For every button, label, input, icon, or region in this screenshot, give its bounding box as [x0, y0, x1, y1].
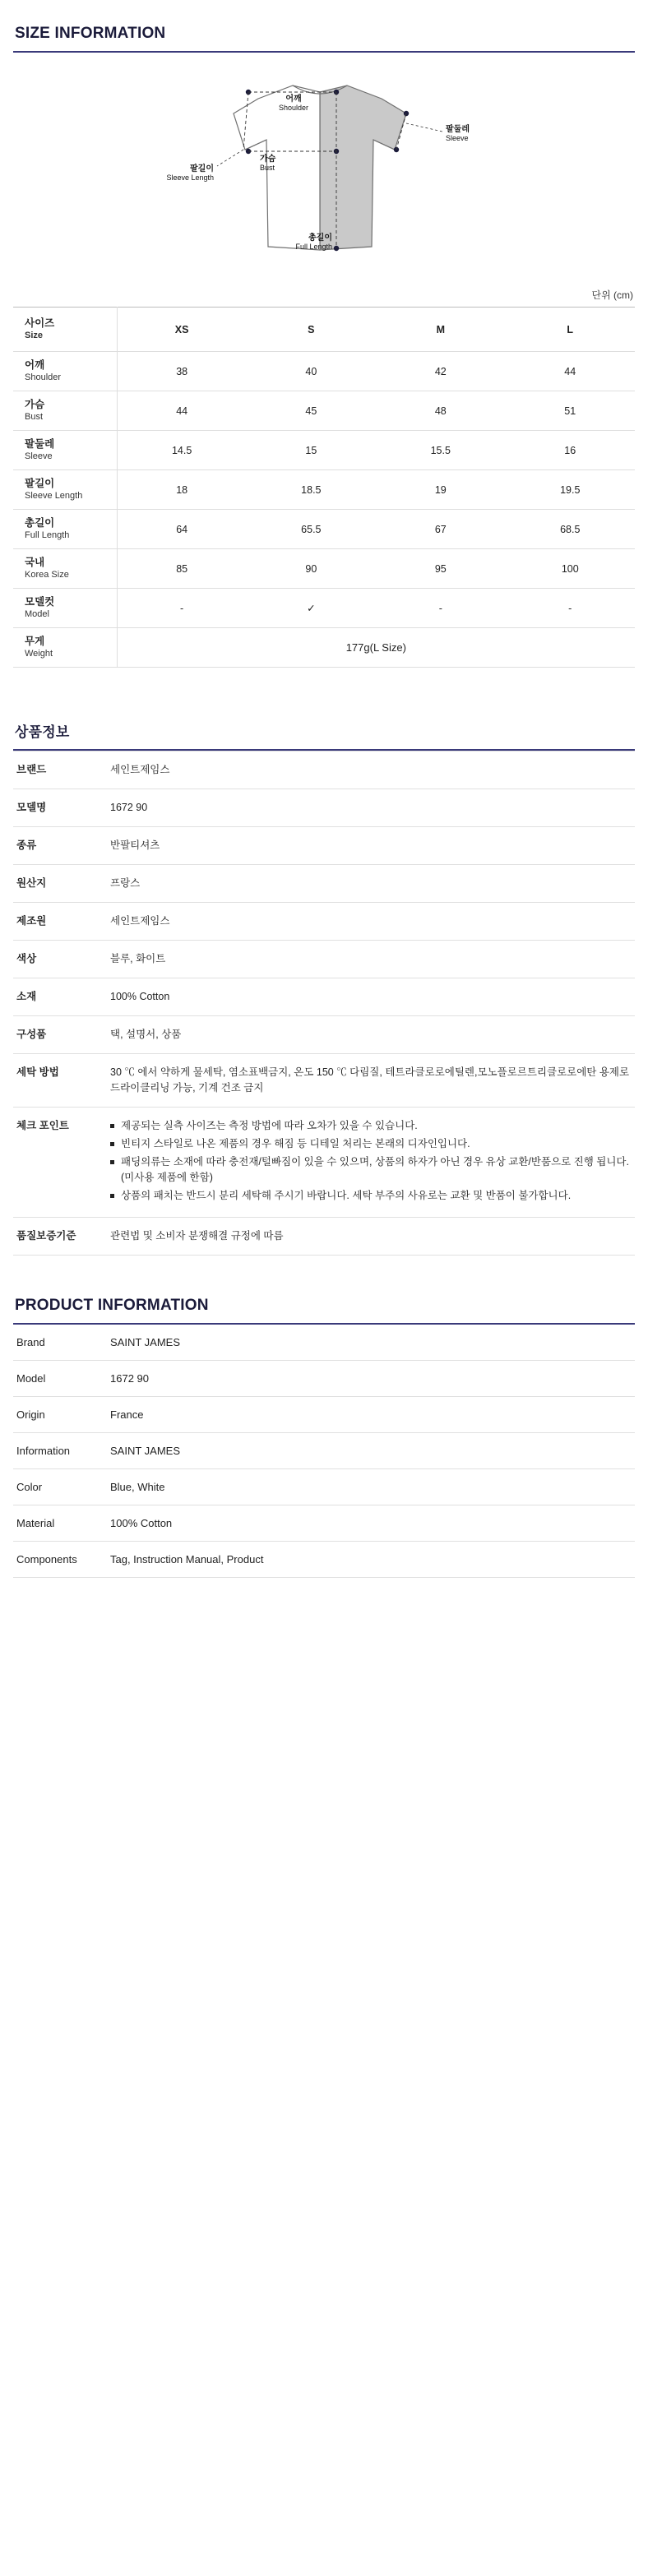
info-value: 세인트제임스 [105, 903, 635, 941]
list-item: 빈티지 스타일로 나온 제품의 경우 해짐 등 디테일 처리는 본래의 디자인입니다. [110, 1136, 630, 1152]
en-label-model: Model [13, 1361, 105, 1397]
table-row-weight [13, 628, 635, 668]
cell: 95 [376, 549, 505, 589]
table-row [13, 589, 635, 628]
product-info-kr-heading: 상품정보 [13, 696, 635, 751]
size-col-xs: XS [117, 308, 246, 352]
table-row [13, 941, 635, 978]
en-label-origin: Origin [13, 1397, 105, 1433]
en-label-components: Components [13, 1542, 105, 1578]
info-value-quality: 관련법 및 소비자 분쟁해결 규정에 따름 [105, 1218, 635, 1256]
shirt-right-half [320, 86, 406, 250]
label-shoulder-kr: 어깨 [285, 95, 302, 104]
info-value: 1672 90 [105, 789, 635, 827]
en-value-information: SAINT JAMES [105, 1433, 635, 1469]
row-label-bust: 가슴 Bust [13, 391, 117, 431]
info-label: 구성품 [13, 1016, 105, 1054]
info-value: 프랑스 [105, 865, 635, 903]
cell: - [117, 589, 246, 628]
table-row [13, 1325, 635, 1361]
cell: ✓ [247, 589, 376, 628]
table-row [13, 978, 635, 1016]
row-label-full-length: 총길이 Full Length [13, 510, 117, 549]
en-value-model: 1672 90 [105, 1361, 635, 1397]
size-header-en: Size [25, 331, 44, 340]
table-row [13, 789, 635, 827]
product-info-en-table [13, 1325, 635, 1578]
info-label: 모델명 [13, 789, 105, 827]
row-label-model: 모델컷 Model [13, 589, 117, 628]
en-value-material: 100% Cotton [105, 1505, 635, 1542]
cell: 68.5 [506, 510, 636, 549]
cell: 19 [376, 470, 505, 510]
cell: 15.5 [376, 431, 505, 470]
info-value-wash: 30 ℃ 에서 약하게 물세탁, 염소표백금지, 온도 150 ℃ 다림질, 테트라클로로에틸렌,모노플로르트리클로로에탄 용제로 드라이클리닝 가능, 기계 건조 금지 [105, 1054, 635, 1108]
cell: 40 [247, 352, 376, 391]
cell: 45 [247, 391, 376, 431]
cell: - [376, 589, 505, 628]
size-information-heading: SIZE INFORMATION [13, 0, 635, 53]
table-row [13, 1361, 635, 1397]
cell: 64 [117, 510, 246, 549]
size-col-m: M [376, 308, 505, 352]
en-value-color: Blue, White [105, 1469, 635, 1505]
product-info-kr-table [13, 751, 635, 1256]
info-label: 종류 [13, 827, 105, 865]
table-row [13, 1218, 635, 1256]
table-row [13, 1054, 635, 1108]
cell: 42 [376, 352, 505, 391]
table-row [13, 391, 635, 431]
cell: 65.5 [247, 510, 376, 549]
table-row [13, 1542, 635, 1578]
table-row [13, 865, 635, 903]
en-value-components: Tag, Instruction Manual, Product [105, 1542, 635, 1578]
table-row [13, 1397, 635, 1433]
product-information-heading: PRODUCT INFORMATION [13, 1272, 635, 1325]
label-bust-kr: 가슴 [260, 155, 276, 164]
label-shoulder-en: Shoulder [278, 104, 309, 112]
list-item: 상품의 패치는 반드시 분리 세탁해 주시기 바랍니다. 세탁 부주의 사유로는 교환 및 반품이 불가합니다. [110, 1188, 630, 1204]
en-label-color: Color [13, 1469, 105, 1505]
table-row [13, 352, 635, 391]
cell: 90 [247, 549, 376, 589]
label-sleeve-en: Sleeve [446, 134, 469, 142]
cell: 44 [506, 352, 636, 391]
size-col-l: L [506, 308, 636, 352]
cell-weight-value: 177g(L Size) [117, 628, 635, 668]
size-diagram [13, 53, 635, 284]
info-value: 반팔티셔츠 [105, 827, 635, 865]
label-bust-en: Bust [260, 164, 275, 172]
info-value: 블루, 화이트 [105, 941, 635, 978]
en-label-material: Material [13, 1505, 105, 1542]
table-row [13, 1433, 635, 1469]
table-row [13, 510, 635, 549]
info-label: 원산지 [13, 865, 105, 903]
label-sleeve-length-en: Sleeve Length [166, 173, 214, 182]
table-row [13, 1505, 635, 1542]
label-full-length-en: Full Length [295, 243, 332, 251]
table-row [13, 549, 635, 589]
unit-note: 단위 (cm) [591, 289, 633, 301]
table-row-check-point [13, 1108, 635, 1218]
size-table-header-label [13, 308, 117, 352]
cell: 15 [247, 431, 376, 470]
list-item: 제공되는 실측 사이즈는 측정 방법에 따라 오차가 있을 수 있습니다. [110, 1118, 630, 1134]
cell: 51 [506, 391, 636, 431]
size-table [13, 307, 635, 668]
info-label-wash: 세탁 방법 [13, 1054, 105, 1108]
table-row [13, 1016, 635, 1054]
row-label-sleeve-length: 팔길이 Sleeve Length [13, 470, 117, 510]
info-label: 브랜드 [13, 752, 105, 789]
table-row [13, 1469, 635, 1505]
cell: 16 [506, 431, 636, 470]
list-item: 패딩의류는 소재에 따라 충전재/털빠짐이 있을 수 있으며, 상품의 하자가 아닌 경우 유상 교환/반품으로 진행 됩니다.(미사용 제품에 한함) [110, 1154, 630, 1186]
en-value-brand: SAINT JAMES [105, 1325, 635, 1361]
table-row [13, 431, 635, 470]
en-label-information: Information [13, 1433, 105, 1469]
size-table-header-row [13, 308, 635, 352]
cell: 85 [117, 549, 246, 589]
row-label-shoulder: 어깨 Shoulder [13, 352, 117, 391]
cell: 48 [376, 391, 505, 431]
info-value: 택, 설명서, 상품 [105, 1016, 635, 1054]
info-label: 제조원 [13, 903, 105, 941]
cell: - [506, 589, 636, 628]
row-label-sleeve: 팔둘레 Sleeve [13, 431, 117, 470]
check-point-list [110, 1118, 630, 1204]
cell: 18.5 [247, 470, 376, 510]
label-sleeve-length-kr: 팔길이 [190, 164, 214, 173]
cell: 19.5 [506, 470, 636, 510]
info-label-check-point: 체크 포인트 [13, 1108, 105, 1218]
table-row [13, 752, 635, 789]
label-sleeve-kr: 팔둘레 [446, 125, 470, 134]
en-label-brand: Brand [13, 1325, 105, 1361]
table-row [13, 827, 635, 865]
cell: 100 [506, 549, 636, 589]
cell: 67 [376, 510, 505, 549]
table-row [13, 470, 635, 510]
info-label: 소재 [13, 978, 105, 1016]
cell: 38 [117, 352, 246, 391]
label-full-length-kr: 총길이 [308, 234, 332, 243]
row-label-weight: 무게 Weight [13, 628, 117, 668]
row-label-korea-size: 국내 Korea Size [13, 549, 117, 589]
info-value: 세인트제임스 [105, 752, 635, 789]
cell: 14.5 [117, 431, 246, 470]
info-value: 100% Cotton [105, 978, 635, 1016]
table-row [13, 903, 635, 941]
cell: 44 [117, 391, 246, 431]
en-value-origin: France [105, 1397, 635, 1433]
tshirt-diagram-svg [135, 74, 513, 280]
size-col-s: S [247, 308, 376, 352]
info-label-quality: 품질보증기준 [13, 1218, 105, 1256]
size-header-kr: 사이즈 [25, 317, 55, 329]
cell: 18 [117, 470, 246, 510]
info-label: 색상 [13, 941, 105, 978]
info-value-check-point [105, 1108, 635, 1218]
